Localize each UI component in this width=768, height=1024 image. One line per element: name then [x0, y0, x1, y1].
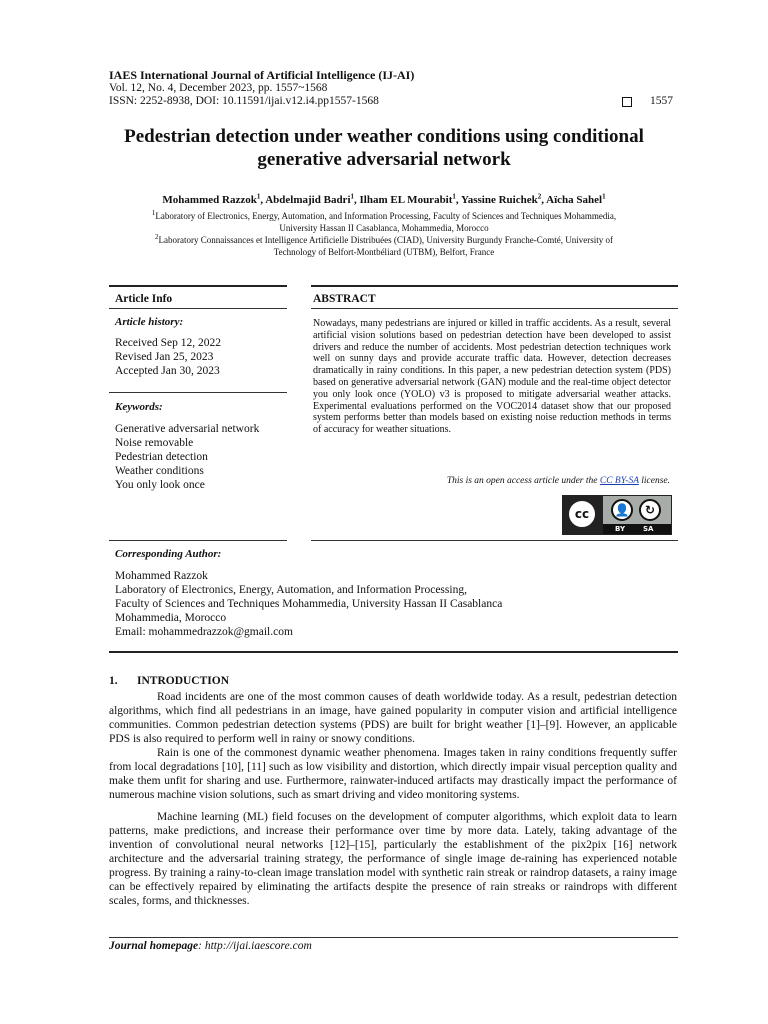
author-name: Yassine Ruichek [461, 194, 538, 206]
paragraph: Road incidents are one of the most common causes of death worldwide today. As a result, pedestrian detection algorithms, which find all pedestrians in an image, have gained popularity in computer vision and artificial intelligence communities. Common pedestrian detection systems (PDS) are built for bright weather [1]–[9]. However, an applicable PDS is also required to perform well in rainy or snowy conditions. [109, 691, 677, 745]
journal-name: IAES International Journal of Artificial Intelligence (IJ-AI) [109, 68, 415, 82]
homepage-url[interactable]: http://ijai.iaescore.com [204, 940, 312, 952]
author-location: Mohammedia, Morocco [115, 612, 227, 624]
author-affiliation: Faculty of Sciences and Techniques Mohammedia, University Hassan II Casablanca [115, 598, 503, 610]
author-name: Abdelmajid Badri [265, 194, 351, 206]
abstract-text: Nowadays, many pedestrians are injured or killed in traffic accidents. As a result, several artificial vision solutions based on pedestrian detection have been developed to assist drivers and reduce the number of accidents. Most pedestrian detection techniques work well on sunny days and provide accurate traffic data. However, detection decreases dramatically in rainy conditions. In this paper, a new pedestrian detection system (PDS) based on generative adversarial network (GAN) module and the real-time object detector you only look once (YOLO) v3 is proposed to mitigate adversarial weather attacks. Experimental evaluations performed on the VOC2014 dataset show that our proposed system performs better than models based on existing noise reduction methods in terms of accuracy for weather situations. [313, 318, 671, 436]
attribution-person-icon: 👤 [611, 499, 633, 521]
divider [109, 937, 678, 938]
share-alike-icon: ↻ [639, 499, 661, 521]
title-line-2: generative adversarial network [257, 149, 511, 170]
accepted-date: Accepted Jan 30, 2023 [115, 365, 220, 377]
volume-info: Vol. 12, No. 4, December 2023, pp. 1557~1568 [109, 82, 328, 94]
divider [311, 308, 678, 309]
section-heading: 1. INTRODUCTION [109, 675, 230, 687]
author-name: Aïcha Sahel [546, 194, 603, 206]
author-affiliation: Laboratory of Electronics, Energy, Automation, and Information Processing, [115, 584, 467, 596]
keyword: Generative adversarial network [115, 423, 260, 435]
affiliation-2: $^2$Laboratory Connaissances et Intelligence Artificielle Distribuées (CIAD), University Burgundy Franche-Comté, University of Technology of Belfort-Montbéliard (UTBM), Belfort, France [155, 233, 613, 257]
divider [109, 540, 287, 541]
divider [109, 308, 287, 309]
sa-label: SA [643, 525, 654, 533]
divider [109, 285, 287, 287]
received-date: Received Sep 12, 2022 [115, 337, 222, 349]
divider [109, 651, 678, 653]
license-link[interactable]: CC BY-SA [599, 476, 639, 486]
page-number: 1557 [650, 95, 673, 107]
introduction-body [109, 690, 677, 908]
creative-commons-icon: cc [567, 499, 597, 529]
keyword: You only look once [115, 479, 205, 491]
by-label: BY [615, 525, 626, 533]
author-email: Email: mohammedrazzok@gmail.com [115, 626, 293, 638]
keywords-heading: Keywords: [115, 401, 163, 413]
article-history [115, 336, 221, 378]
journal-homepage: Journal homepage: http://ijai.iaescore.com [109, 940, 312, 952]
author-list: Mohammed Razzok$^1$, Abdelmajid Badri$^1$, Ilham EL Mourabit$^1$, Yassine Ruichek$^2$, Aïcha Sahel$^1$ [162, 192, 606, 206]
corresponding-author-block [115, 569, 502, 639]
divider [311, 285, 678, 287]
keywords-list [115, 422, 259, 492]
paragraph: Machine learning (ML) field focuses on the development of computer algorithms, which exploit data to learn patterns, make predictions, and increase their performance over time by more data. Lately, taking advantage of the invention of convolutional neural networks [12]–[15], particularly the establishment of the pix2pix [16] network architecture and the adversarial training strategy, the performance of single image de-raining has experienced notable progress. By training a rainy-to-clean image translation model with synthetic rain streak or raindrop datasets, a rainy image can be effectively repaired by eliminating the artifacts despite the presence of rain streaks or raindrops with different scales, forms, and thicknesses. [109, 811, 677, 907]
divider [109, 392, 287, 393]
paragraph: Rain is one of the commonest dynamic weather phenomena. Images taken in rainy conditions frequently suffer from local degradations [10], [11] such as low visibility and distortion, which directly impair visual perception quality and make them unfit for sharing and use. Furthermore, rainwater-induced artifacts may drastically impact the performance of numerous machine vision solutions, such as smart driving and video monitoring systems. [109, 747, 677, 801]
corresponding-author-heading: Corresponding Author: [115, 548, 222, 560]
title-line-1: Pedestrian detection under weather conditions using conditional [124, 126, 644, 147]
keyword: Weather conditions [115, 465, 204, 477]
author-name: Mohammed Razzok [162, 194, 257, 206]
keyword: Pedestrian detection [115, 451, 208, 463]
article-info-heading: Article Info [115, 293, 173, 305]
abstract-heading: ABSTRACT [313, 293, 376, 305]
cc-by-sa-badge[interactable] [562, 495, 672, 535]
author-name: Ilham EL Mourabit [359, 194, 453, 206]
article-history-heading: Article history: [115, 316, 184, 328]
issn-doi: ISSN: 2252-8938, DOI: 10.11591/ijai.v12.i4.pp1557-1568 [109, 95, 379, 107]
divider [311, 540, 678, 541]
keyword: Noise removable [115, 437, 194, 449]
author-name: Mohammed Razzok [115, 570, 208, 582]
affiliation-1: $^1$Laboratory of Electronics, Energy, Automation, and Information Processing, Faculty of Sciences and Techniques Mohammedia, University Hassan II Casablanca, Mohammedia, Morocco [151, 209, 617, 233]
license-note: This is an open access article under the CC BY-SA license. [446, 476, 670, 486]
revised-date: Revised Jan 25, 2023 [115, 351, 214, 363]
paper-title [90, 125, 678, 171]
square-icon [622, 97, 632, 107]
